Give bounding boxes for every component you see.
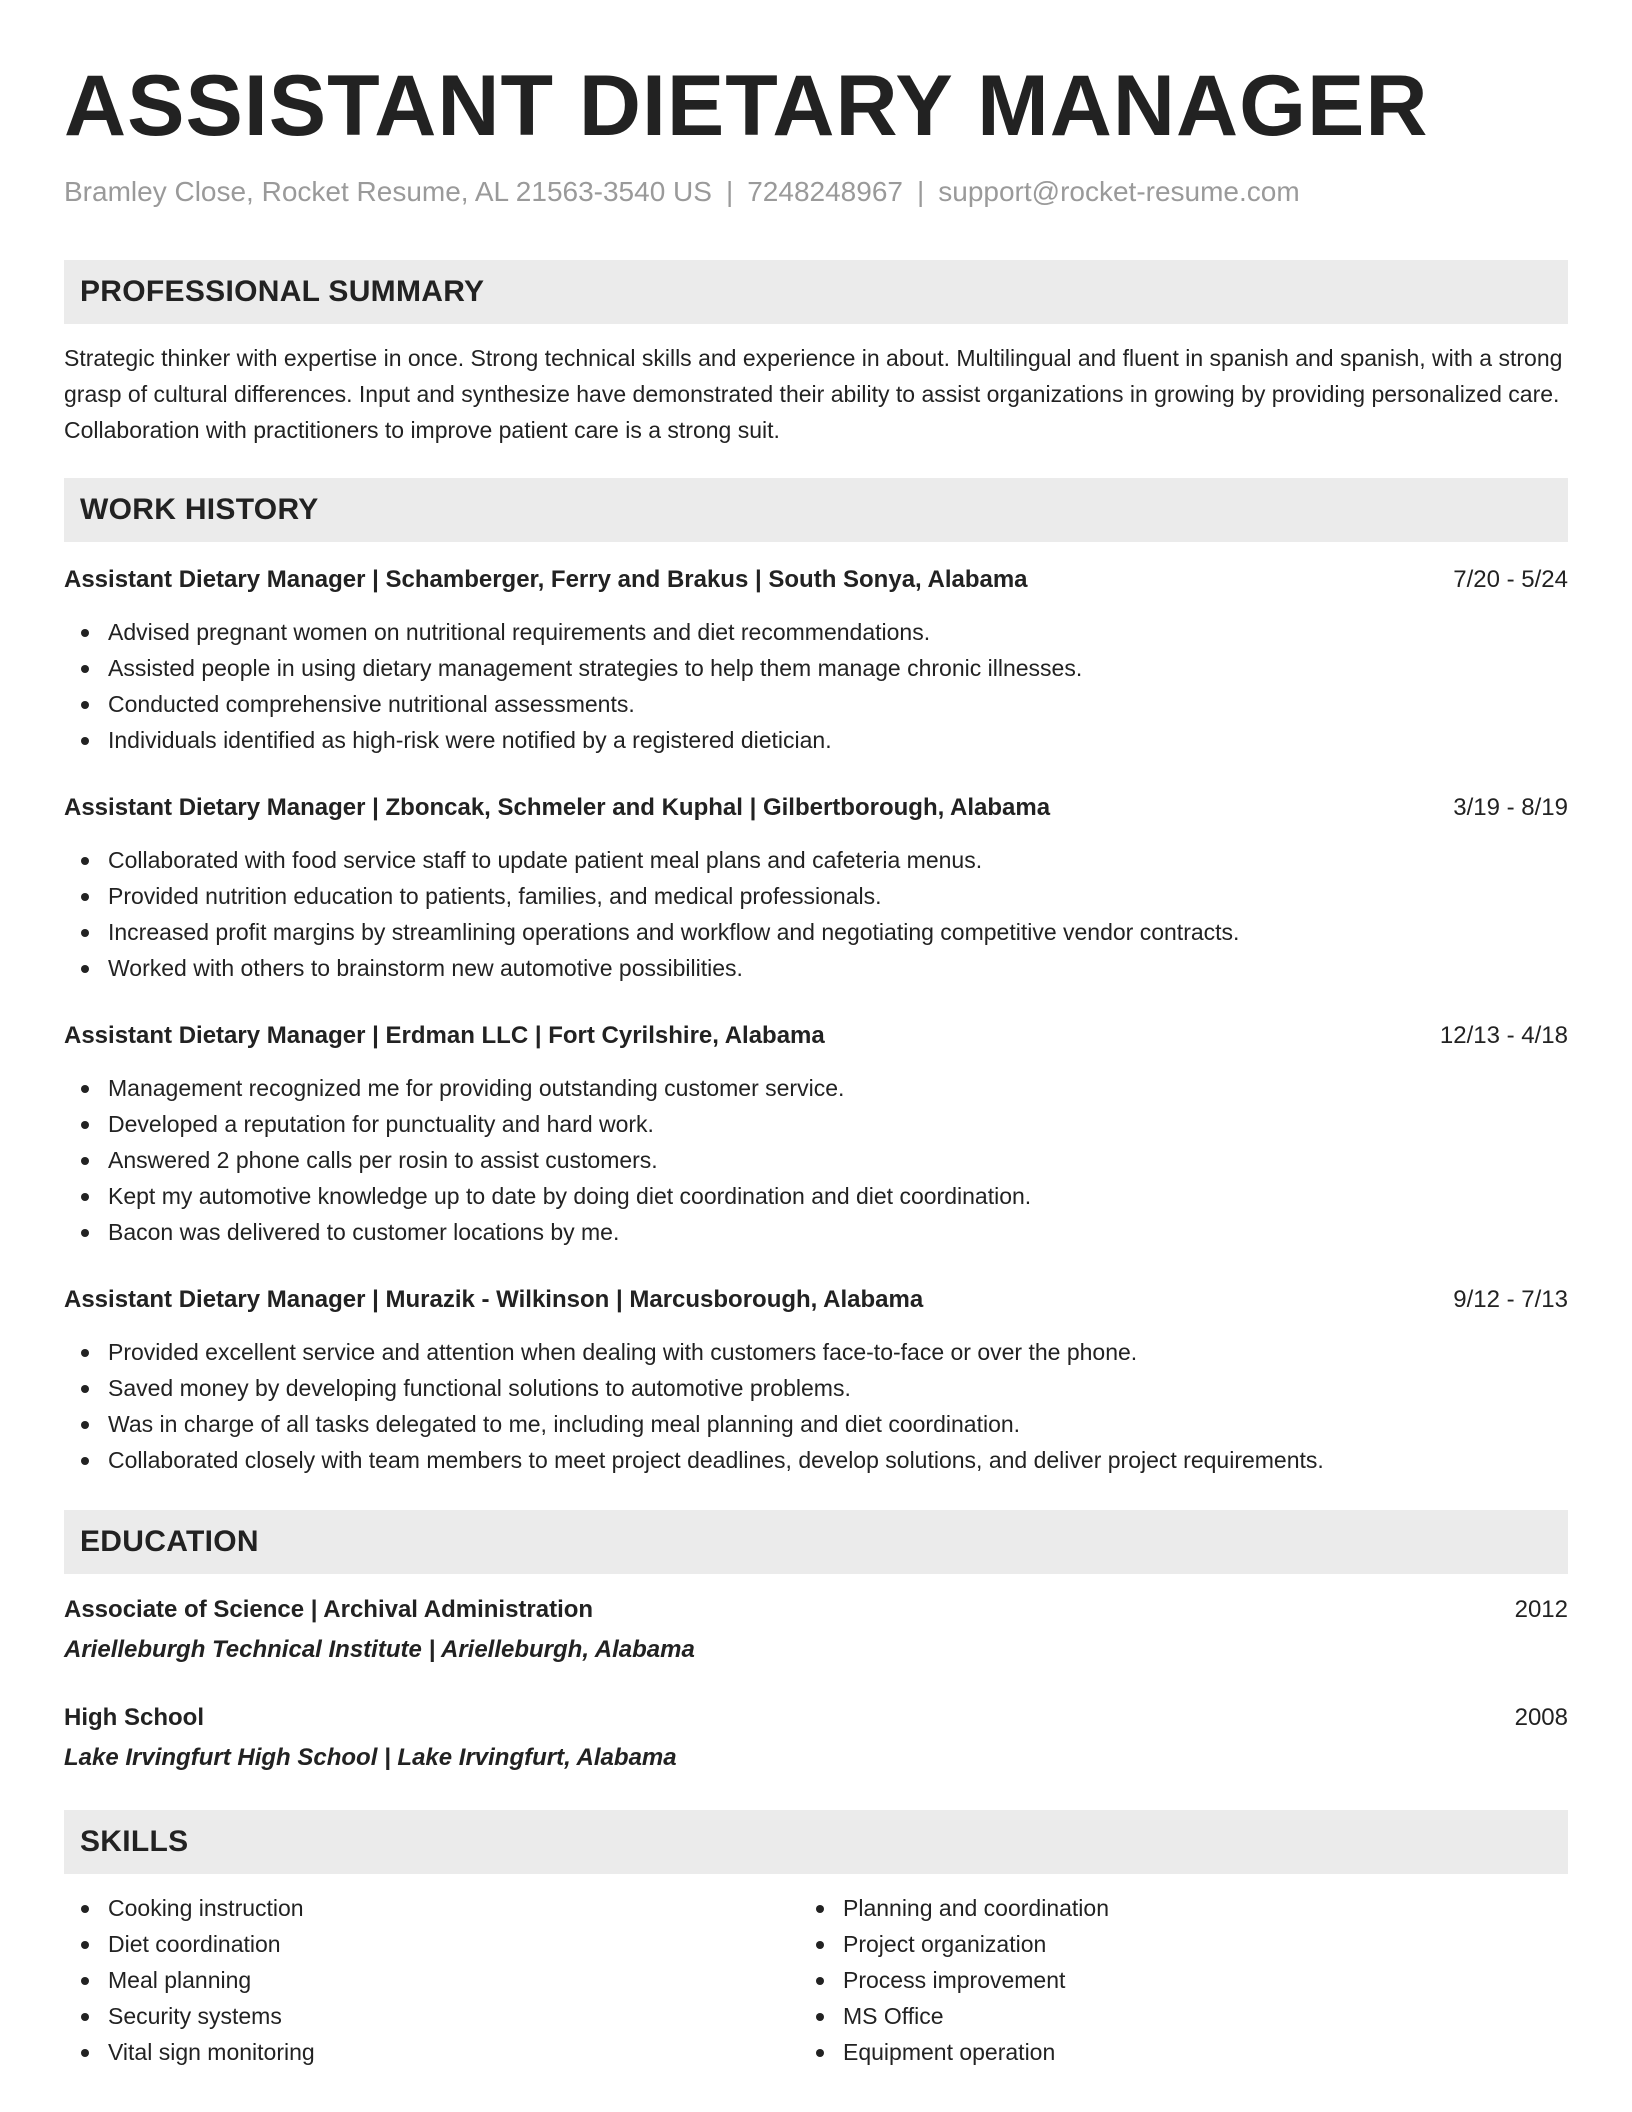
list-item: Advised pregnant women on nutritional requirements and diet recommendations. bbox=[64, 614, 1568, 650]
section-header-summary: PROFESSIONAL SUMMARY bbox=[64, 260, 1568, 324]
list-item: Provided nutrition education to patients, families, and medical professionals. bbox=[64, 878, 1568, 914]
skills-column-right bbox=[799, 1890, 1534, 2070]
job-bullets bbox=[64, 614, 1568, 758]
job-title: Assistant Dietary Manager | Murazik - Wilkinson | Marcusborough, Alabama bbox=[64, 1286, 924, 1313]
contact-separator: | bbox=[916, 176, 925, 207]
job-dates: 3/19 - 8/19 bbox=[1453, 794, 1568, 821]
list-item: Planning and coordination bbox=[799, 1890, 1534, 1926]
job-bullets bbox=[64, 1070, 1568, 1250]
skills-bullets bbox=[64, 1890, 799, 2070]
list-item: MS Office bbox=[799, 1998, 1534, 2034]
list-item: Project organization bbox=[799, 1926, 1534, 1962]
list-item: Assisted people in using dietary management strategies to help them manage chronic illnesses. bbox=[64, 650, 1568, 686]
job-entry bbox=[64, 1018, 1568, 1250]
list-item: Answered 2 phone calls per rosin to assist customers. bbox=[64, 1142, 1568, 1178]
list-item: Bacon was delivered to customer locations by me. bbox=[64, 1214, 1568, 1250]
list-item: Process improvement bbox=[799, 1962, 1534, 1998]
job-title: Assistant Dietary Manager | Erdman LLC | Fort Cyrilshire, Alabama bbox=[64, 1022, 825, 1049]
education-degree: High School bbox=[64, 1704, 204, 1731]
job-entry bbox=[64, 790, 1568, 986]
job-title: Assistant Dietary Manager | Zboncak, Schmeler and Kuphal | Gilbertborough, Alabama bbox=[64, 794, 1051, 821]
education-entry bbox=[64, 1592, 1568, 1668]
list-item: Management recognized me for providing outstanding customer service. bbox=[64, 1070, 1568, 1106]
job-dates: 7/20 - 5/24 bbox=[1453, 566, 1568, 593]
job-bullets bbox=[64, 842, 1568, 986]
list-item: Equipment operation bbox=[799, 2034, 1534, 2070]
education-heading bbox=[64, 1700, 1568, 1736]
list-item: Was in charge of all tasks delegated to me, including meal planning and diet coordination. bbox=[64, 1406, 1568, 1442]
education-year: 2008 bbox=[1514, 1704, 1568, 1731]
job-dates: 12/13 - 4/18 bbox=[1439, 1022, 1568, 1049]
job-heading bbox=[64, 790, 1568, 826]
section-header-skills: SKILLS bbox=[64, 1810, 1568, 1874]
list-item: Meal planning bbox=[64, 1962, 799, 1998]
education-year: 2012 bbox=[1514, 1596, 1568, 1623]
list-item: Cooking instruction bbox=[64, 1890, 799, 1926]
list-item: Provided excellent service and attention when dealing with customers face-to-face or over the phone. bbox=[64, 1334, 1568, 1370]
skills-column-left bbox=[64, 1890, 799, 2070]
education-heading bbox=[64, 1592, 1568, 1628]
resume-name: ASSISTANT DIETARY MANAGER bbox=[64, 58, 1429, 154]
education-school: Lake Irvingfurt High School | Lake Irvingfurt, Alabama bbox=[64, 1744, 677, 1771]
contact-separator: | bbox=[725, 176, 734, 207]
job-title: Assistant Dietary Manager | Schamberger, Ferry and Brakus | South Sonya, Alabama bbox=[64, 566, 1028, 593]
section-header-education: EDUCATION bbox=[64, 1510, 1568, 1574]
contact-line bbox=[64, 174, 1568, 210]
job-entry bbox=[64, 562, 1568, 758]
contact-email: support@rocket-resume.com bbox=[938, 176, 1300, 207]
contact-phone: 7248248967 bbox=[747, 176, 903, 207]
summary-text: Strategic thinker with expertise in once. Strong technical skills and experience in about. Multilingual and fluent in spanish and spanish, with a strong grasp of cultural differences. Input and synthesize have demonstrated their ability to assist organizations in growing by providing personalized care. Collaboration with practitioners to improve patient care is a strong suit. bbox=[64, 345, 1563, 443]
job-heading bbox=[64, 1282, 1568, 1318]
job-heading bbox=[64, 562, 1568, 598]
list-item: Saved money by developing functional solutions to automotive problems. bbox=[64, 1370, 1568, 1406]
skills-list bbox=[64, 1890, 1568, 2070]
job-dates: 9/12 - 7/13 bbox=[1453, 1286, 1568, 1313]
section-header-work-history: WORK HISTORY bbox=[64, 478, 1568, 542]
list-item: Vital sign monitoring bbox=[64, 2034, 799, 2070]
education-entry bbox=[64, 1700, 1568, 1776]
list-item: Increased profit margins by streamlining operations and workflow and negotiating competitive vendor contracts. bbox=[64, 914, 1568, 950]
list-item: Individuals identified as high-risk were notified by a registered dietician. bbox=[64, 722, 1568, 758]
list-item: Kept my automotive knowledge up to date by doing diet coordination and diet coordination. bbox=[64, 1178, 1568, 1214]
list-item: Security systems bbox=[64, 1998, 799, 2034]
list-item: Conducted comprehensive nutritional assessments. bbox=[64, 686, 1568, 722]
education-school: Arielleburgh Technical Institute | Arielleburgh, Alabama bbox=[64, 1636, 695, 1663]
list-item: Collaborated closely with team members to meet project deadlines, develop solutions, and deliver project requirements. bbox=[64, 1442, 1568, 1478]
education-degree: Associate of Science | Archival Administration bbox=[64, 1596, 594, 1623]
job-heading bbox=[64, 1018, 1568, 1054]
list-item: Developed a reputation for punctuality and hard work. bbox=[64, 1106, 1568, 1142]
list-item: Collaborated with food service staff to update patient meal plans and cafeteria menus. bbox=[64, 842, 1568, 878]
contact-address: Bramley Close, Rocket Resume, AL 21563-3540 US bbox=[64, 176, 712, 207]
job-entry bbox=[64, 1282, 1568, 1478]
list-item: Diet coordination bbox=[64, 1926, 799, 1962]
job-bullets bbox=[64, 1334, 1568, 1478]
skills-bullets bbox=[799, 1890, 1534, 2070]
list-item: Worked with others to brainstorm new automotive possibilities. bbox=[64, 950, 1568, 986]
